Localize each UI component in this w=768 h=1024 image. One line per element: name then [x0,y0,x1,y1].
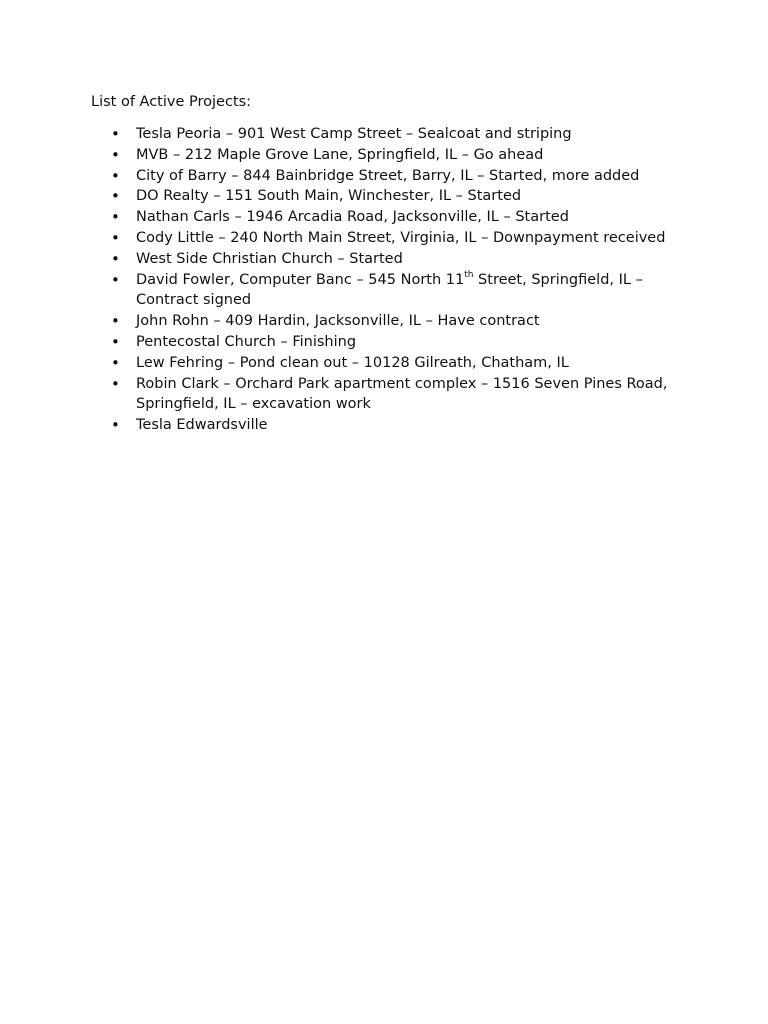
bullet-icon: • [111,353,120,372]
list-item-text: MVB – 212 Maple Grove Lane, Springfield, IL – Go ahead [136,146,544,163]
list-item [91,207,681,228]
list-heading: List of Active Projects: [91,94,252,110]
list-item-text: John Rohn – 409 Hardin, Jacksonville, IL – Have contract [136,313,540,330]
list-item-text: Pentecostal Church – Finishing [136,333,357,350]
bullet-icon: • [111,312,120,331]
ordinal-superscript: th [464,269,474,280]
list-item [91,311,681,332]
list-item-text: DO Realty – 151 South Main, Winchester, IL – Started [136,188,522,205]
bullet-icon: • [111,249,120,268]
list-item [91,228,681,249]
list-item-text: Robin Clark – Orchard Park apartment complex – 1516 Seven Pines Road, Springfield, IL – excavation work [136,375,668,413]
list-item-text: Tesla Edwardsville [136,417,268,434]
list-item [91,145,681,166]
list-item-text-after: Street, Springfield, IL – Contract signed [136,271,643,309]
list-item [91,270,681,312]
list-item [91,186,681,207]
bullet-icon: • [111,270,120,289]
bullet-icon: • [111,416,120,435]
bullet-icon: • [111,166,120,185]
list-item-text: Lew Fehring – Pond clean out – 10128 Gilreath, Chatham, IL [136,354,569,371]
list-item [91,415,681,436]
list-item-text-before: David Fowler, Computer Banc – 545 North 11 [136,271,465,288]
list-item-text: Nathan Carls – 1946 Arcadia Road, Jacksonville, IL – Started [136,209,569,226]
bullet-icon: • [111,187,120,206]
bullet-icon: • [111,145,120,164]
list-item [91,124,681,145]
list-item [91,249,681,270]
list-item [91,166,681,187]
bullet-icon: • [111,208,120,227]
list-item-text: Tesla Peoria – 901 West Camp Street – Sealcoat and striping [136,126,572,142]
bullet-icon: • [111,125,120,143]
list-item-text: City of Barry – 844 Bainbridge Street, Barry, IL – Started, more added [136,167,640,184]
bullet-icon: • [111,374,120,393]
active-projects-list [91,124,681,436]
list-item-text: Cody Little – 240 North Main Street, Virginia, IL – Downpayment received [136,229,666,246]
list-item-text: West Side Christian Church – Started [136,250,403,267]
bullet-icon: • [111,332,120,351]
list-item [91,353,681,374]
bullet-icon: • [111,228,120,247]
list-item [91,374,681,416]
list-item [91,332,681,353]
